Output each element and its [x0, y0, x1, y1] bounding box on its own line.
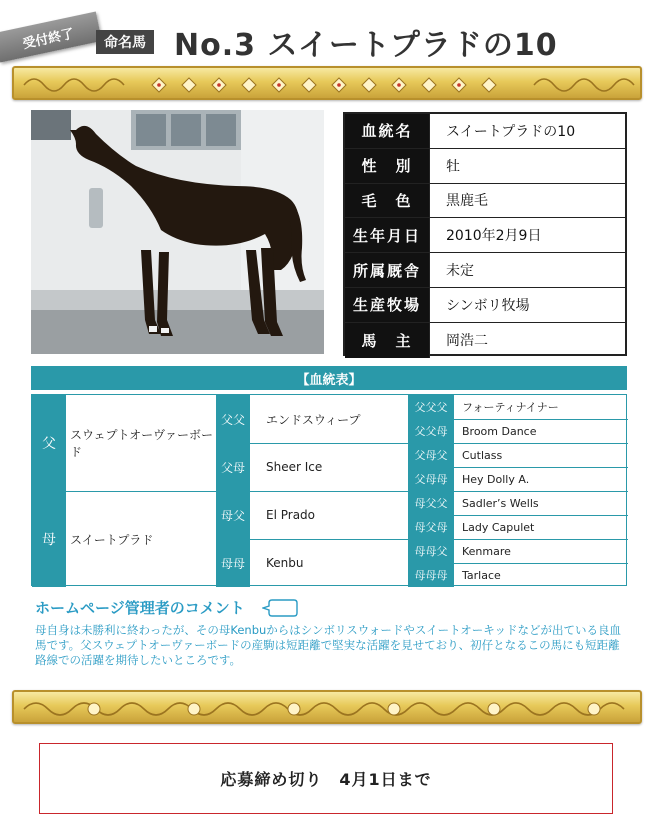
info-row	[345, 184, 625, 219]
status-ribbon-text: 受付終了	[21, 26, 76, 52]
comment-body: 母自身は未勝利に終わったが、その母Kenbuからはシンボリスウォードやスイートオーキッドなどが出ている良血馬です。父スウェプトオーヴァーボードの産駒は短距離で堅実な活躍を見せており、初仔となるこの馬にも短距離路線での活躍を期待したいところです。	[35, 623, 622, 667]
info-value: シンボリ牧場	[429, 288, 625, 322]
pedigree-sire-label: 父	[32, 395, 66, 491]
pedigree-gen2-name: El Prado	[266, 508, 316, 522]
info-row	[345, 253, 625, 288]
pedigree-gen2-label: 父母	[216, 443, 250, 491]
pedigree-gen3-label: 父父父	[408, 395, 454, 419]
info-label: 血統名	[345, 114, 429, 148]
ornament-pattern	[14, 692, 642, 724]
pedigree-divider	[66, 491, 628, 492]
info-value: 岡浩二	[429, 323, 625, 358]
pedigree-gen3-name: Cutlass	[462, 448, 503, 462]
pedigree-divider	[408, 563, 628, 564]
pedigree-gen3-name: Lady Capulet	[462, 520, 535, 534]
speech-bubble-icon	[262, 598, 298, 622]
info-label: 馬 主	[345, 323, 429, 358]
bottom-ornament-border	[12, 690, 642, 724]
pedigree-dam: スイートプラド	[70, 532, 154, 547]
pedigree-gen3-label: 母父父	[408, 491, 454, 515]
pedigree-gen2-label: 父父	[216, 395, 250, 443]
pedigree-divider	[408, 419, 628, 420]
pedigree-divider	[216, 443, 628, 444]
info-label: 毛 色	[345, 184, 429, 218]
info-label: 所属厩舎	[345, 253, 429, 287]
pedigree-gen3-name: フォーティナイナー	[462, 401, 559, 414]
ornament-pattern	[14, 68, 642, 100]
pedigree-gen3-name: Tarlace	[462, 568, 501, 582]
pedigree-gen3-name: Hey Dolly A.	[462, 472, 530, 486]
info-value: スイートプラドの10	[429, 114, 625, 148]
info-value: 牡	[429, 149, 625, 183]
status-ribbon	[0, 12, 102, 63]
info-value: 未定	[429, 253, 625, 287]
info-value: 黒鹿毛	[429, 184, 625, 218]
info-row	[345, 218, 625, 253]
info-label: 生産牧場	[345, 288, 429, 322]
info-label: 性 別	[345, 149, 429, 183]
pedigree-table	[31, 394, 627, 586]
top-ornament-border	[12, 66, 642, 100]
pedigree-gen3-label: 母父母	[408, 515, 454, 539]
info-label: 生年月日	[345, 218, 429, 252]
horse-illustration	[31, 110, 324, 354]
pedigree-gen3-label: 父母父	[408, 443, 454, 467]
info-value: 2010年2月9日	[429, 218, 625, 252]
comment-heading: ホームページ管理者のコメント	[35, 599, 245, 617]
pedigree-sire: スウェプトオーヴァーボード	[70, 428, 214, 459]
pedigree-divider	[408, 515, 628, 516]
info-row	[345, 288, 625, 323]
horse-info-table	[343, 112, 627, 356]
pedigree-gen2-name: エンドスウィープ	[266, 412, 361, 427]
deadline-notice	[39, 743, 613, 814]
pedigree-divider	[408, 395, 409, 587]
deadline-text: 応募締め切り 4月1日まで	[220, 770, 432, 789]
pedigree-divider	[408, 467, 628, 468]
pedigree-gen3-name: Sadler’s Wells	[462, 496, 539, 510]
pedigree-gen3-name: Kenmare	[462, 544, 511, 558]
pedigree-gen3-label: 母母父	[408, 539, 454, 563]
pedigree-gen2-label: 母母	[216, 539, 250, 587]
info-row	[345, 323, 625, 358]
pedigree-gen3-label: 母母母	[408, 563, 454, 587]
pedigree-divider	[216, 395, 217, 587]
pedigree-dam-label: 母	[32, 491, 66, 587]
name-badge: 命名馬	[96, 30, 154, 54]
pedigree-gen3-label: 父母母	[408, 467, 454, 491]
pedigree-header: 【血統表】	[31, 366, 627, 390]
info-row	[345, 114, 625, 149]
page-title: No.3 スイートプラドの10	[174, 28, 558, 63]
pedigree-gen2-name: Sheer Ice	[266, 460, 323, 474]
pedigree-gen2-label: 母父	[216, 491, 250, 539]
pedigree-gen3-label: 父父母	[408, 419, 454, 443]
pedigree-gen2-name: Kenbu	[266, 556, 304, 570]
horse-photo	[31, 110, 324, 354]
pedigree-gen3-name: Broom Dance	[462, 424, 537, 438]
info-row	[345, 149, 625, 184]
pedigree-divider	[216, 539, 628, 540]
